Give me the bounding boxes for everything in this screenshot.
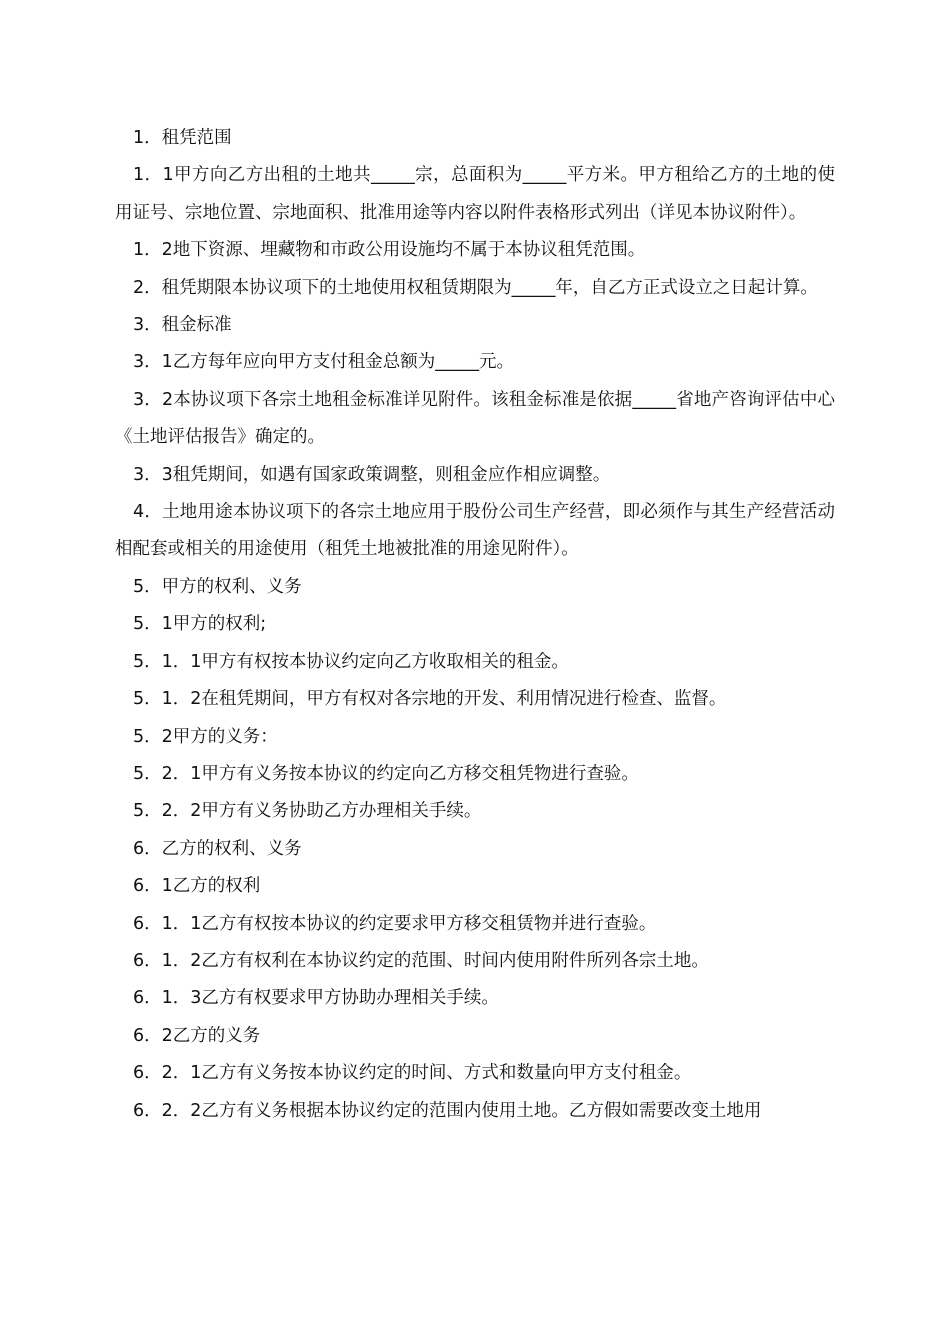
paragraph-5-1-1: 5．1．1甲方有权按本协议约定向乙方收取相关的租金。 — [133, 651, 569, 672]
paragraph-5-2-2: 5．2．2甲方有义务协助乙方办理相关手续。 — [133, 801, 482, 822]
paragraph-1: 1．租凭范围 — [133, 128, 232, 148]
paragraph-6-1: 6．1乙方的权利 — [133, 876, 261, 897]
paragraph-6-1-1: 6．1．1乙方有权按本协议的约定要求甲方移交租赁物并进行查验。 — [133, 913, 657, 934]
paragraph-2: 2．租凭期限本协议项下的土地使用权租赁期限为_____年，自乙方正式设立之日起计算。 — [133, 277, 818, 298]
paragraph-5-1-2: 5．1．2在租凭期间，甲方有权对各宗地的开发、利用情况进行检查、监督。 — [133, 689, 727, 710]
paragraph-5-2-1: 5．2．1甲方有义务按本协议的约定向乙方移交租凭物进行查验。 — [133, 763, 639, 784]
paragraph-3: 3．租金标准 — [133, 315, 232, 336]
paragraph-6-1-3: 6．1．3乙方有权要求甲方协助办理相关手续。 — [133, 988, 499, 1009]
paragraph-3-1: 3．1乙方每年应向甲方支付租金总额为_____元。 — [133, 352, 515, 373]
paragraph-6-2: 6．2乙方的义务 — [133, 1025, 261, 1046]
paragraph-1-2: 1．2地下资源、埋藏物和市政公用设施均不属于本协议租凭范围。 — [133, 240, 646, 261]
paragraph-6-2-2: 6．2．2乙方有义务根据本协议约定的范围内使用土地。乙方假如需要改变土地用 — [133, 1100, 762, 1121]
paragraph-6-1-2: 6．1．2乙方有权利在本协议约定的范围、时间内使用附件所列各宗土地。 — [133, 950, 709, 971]
paragraph-5: 5．甲方的权利、义务 — [133, 576, 302, 597]
paragraph-4: 4．土地用途本协议项下的各宗土地应用于股份公司生产经营，即必须作与其生产经营活动相配套或相关的用途使用（租凭土地被批准的用途见附件）。 — [115, 502, 835, 560]
paragraph-3-2: 3．2本协议项下各宗土地租金标准详见附件。该租金标准是依据_____省地产咨询评估中心《土地评估报告》确定的。 — [115, 389, 835, 448]
document-body — [115, 120, 835, 1130]
paragraph-6: 6．乙方的权利、义务 — [133, 838, 302, 859]
paragraph-6-2-1: 6．2．1乙方有义务按本协议约定的时间、方式和数量向甲方支付租金。 — [133, 1063, 692, 1084]
paragraph-5-2: 5．2甲方的义务： — [133, 726, 278, 747]
paragraph-1-1: 1．1甲方向乙方出租的土地共_____宗，总面积为_____平方米。甲方租给乙方的土地的使用证号、宗地位置、宗地面积、批准用途等内容以附件表格形式列出（详见本协议附件）。 — [115, 165, 835, 223]
paragraph-5-1: 5．1甲方的权利; — [133, 614, 267, 635]
paragraph-3-3: 3．3租凭期间，如遇有国家政策调整，则租金应作相应调整。 — [133, 464, 611, 485]
